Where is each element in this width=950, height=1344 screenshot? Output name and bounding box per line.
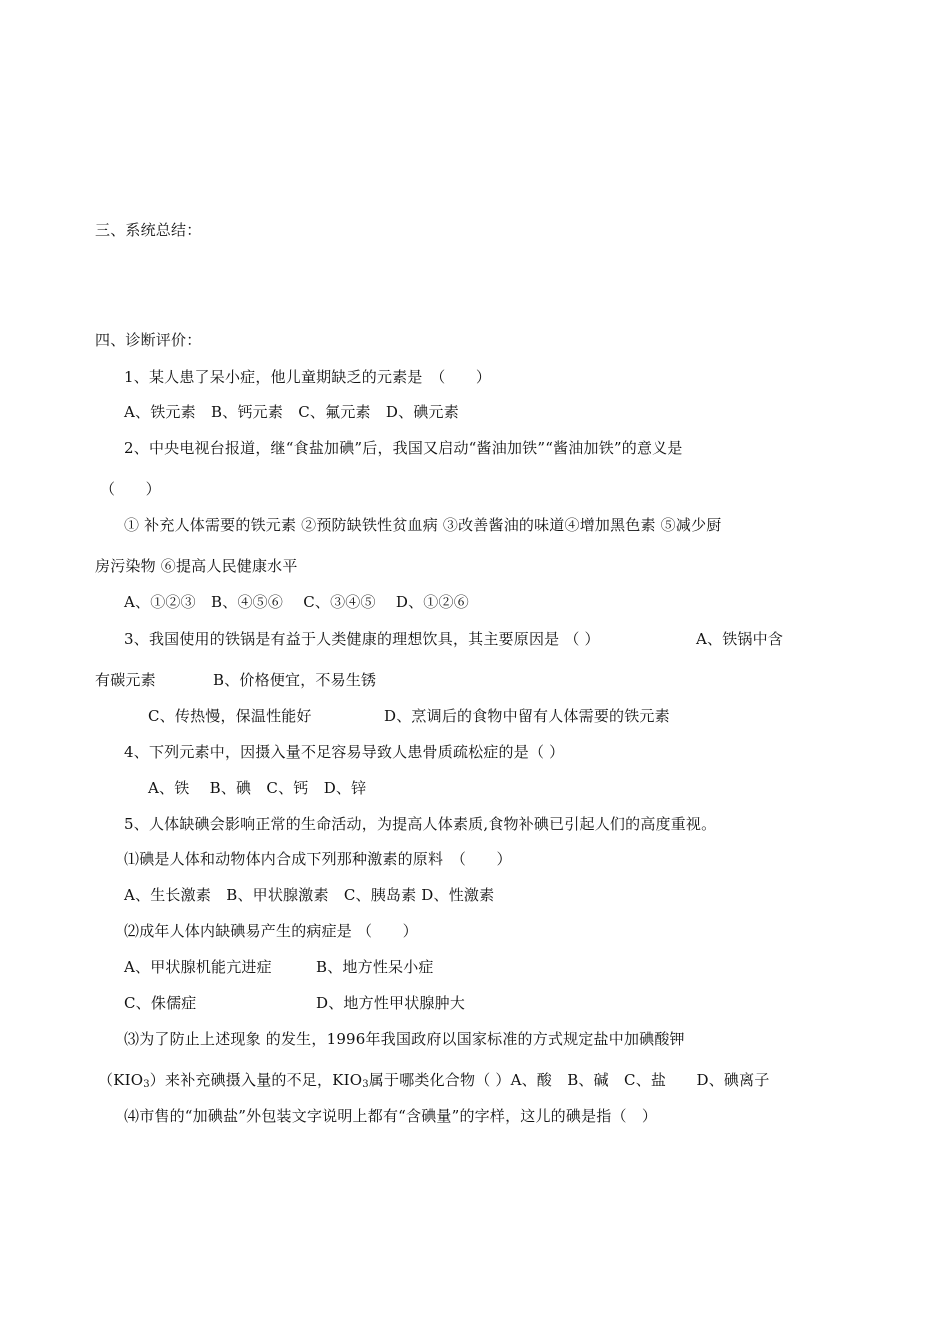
q4-stem: 4、下列元素中，因摄入量不足容易导致人患骨质疏松症的是（ ）: [124, 743, 565, 761]
q5-sub2: ⑵成年人体内缺碘易产生的病症是 （ ）: [124, 922, 418, 940]
section4-heading: 四、诊断评价：: [95, 331, 202, 349]
q5-sub2-option-b: B、地方性呆小症: [316, 958, 434, 976]
q3-option-d: D、烹调后的食物中留有人体需要的铁元素: [384, 707, 670, 725]
q2-items-line1: ① 补充人体需要的铁元素 ②预防缺铁性贫血病 ③改善酱油的味道④增加黑色素 ⑤减少厨: [124, 516, 722, 534]
q3-option-c: C、传热慢，保温性能好: [148, 707, 312, 725]
q3-option-b: B、价格便宜，不易生锈: [213, 671, 377, 689]
q5-sub2-option-a: A、甲状腺机能亢进症: [124, 958, 272, 976]
q5-sub3-line1: ⑶为了防止上述现象 的发生，1996年我国政府以国家标准的方式规定盐中加碘酸钾: [124, 1030, 685, 1048]
q5-sub4: ⑷市售的“加碘盐”外包装文字说明上都有“含碘量”的字样，这儿的碘是指（ ）: [124, 1107, 658, 1125]
q5-stem: 5、人体缺碘会影响正常的生命活动，为提高人体素质,食物补碘已引起人们的高度重视。: [124, 815, 717, 833]
q5-sub3-subscript-1: 3: [143, 1079, 150, 1090]
q5-sub1-options: A、生长激素 B、甲状腺激素 C、胰岛素 D、性激素: [124, 886, 495, 904]
q1-stem: 1、某人患了呆小症，他儿童期缺乏的元素是 （ ）: [124, 368, 492, 386]
q4-options: A、铁 B、碘 C、钙 D、锌: [148, 779, 367, 797]
q3-option-a-part1: A、铁锅中含: [696, 630, 784, 648]
section3-heading: 三、系统总结：: [95, 221, 202, 239]
q5-sub2-option-c: C、侏儒症: [124, 994, 197, 1012]
q5-sub3-line2-part-b: ）来补充碘摄入量的不足，KIO: [149, 1071, 363, 1089]
q2-stem: 2、中央电视台报道，继“食盐加碘”后，我国又启动“酱油加铁”“酱油加铁”的意义是: [124, 439, 683, 457]
q3-stem: 3、我国使用的铁锅是有益于人类健康的理想饮具，其主要原因是 （ ）: [124, 630, 600, 648]
q5-sub1: ⑴碘是人体和动物体内合成下列那种激素的原料 （ ）: [124, 850, 512, 868]
q5-sub3-line2-part-c: 属于哪类化合物（ ）A、酸 B、碱 C、盐 D、碘离子: [368, 1071, 770, 1089]
q5-sub2-option-d: D、地方性甲状腺肿大: [316, 994, 466, 1012]
q5-sub3-line2: [98, 1070, 770, 1090]
q1-options: A、铁元素 B、钙元素 C、氟元素 D、碘元素: [124, 403, 459, 421]
q3-option-a-part2: 有碳元素: [95, 671, 156, 689]
q5-sub3-line2-part-a: （KIO: [98, 1071, 144, 1089]
q2-options: A、①②③ B、④⑤⑥ C、③④⑤ D、①②⑥: [124, 593, 469, 611]
q2-items-line2: 房污染物 ⑥提高人民健康水平: [95, 557, 298, 575]
q5-sub3-subscript-2: 3: [362, 1079, 369, 1090]
q2-paren: （ ）: [100, 480, 161, 498]
